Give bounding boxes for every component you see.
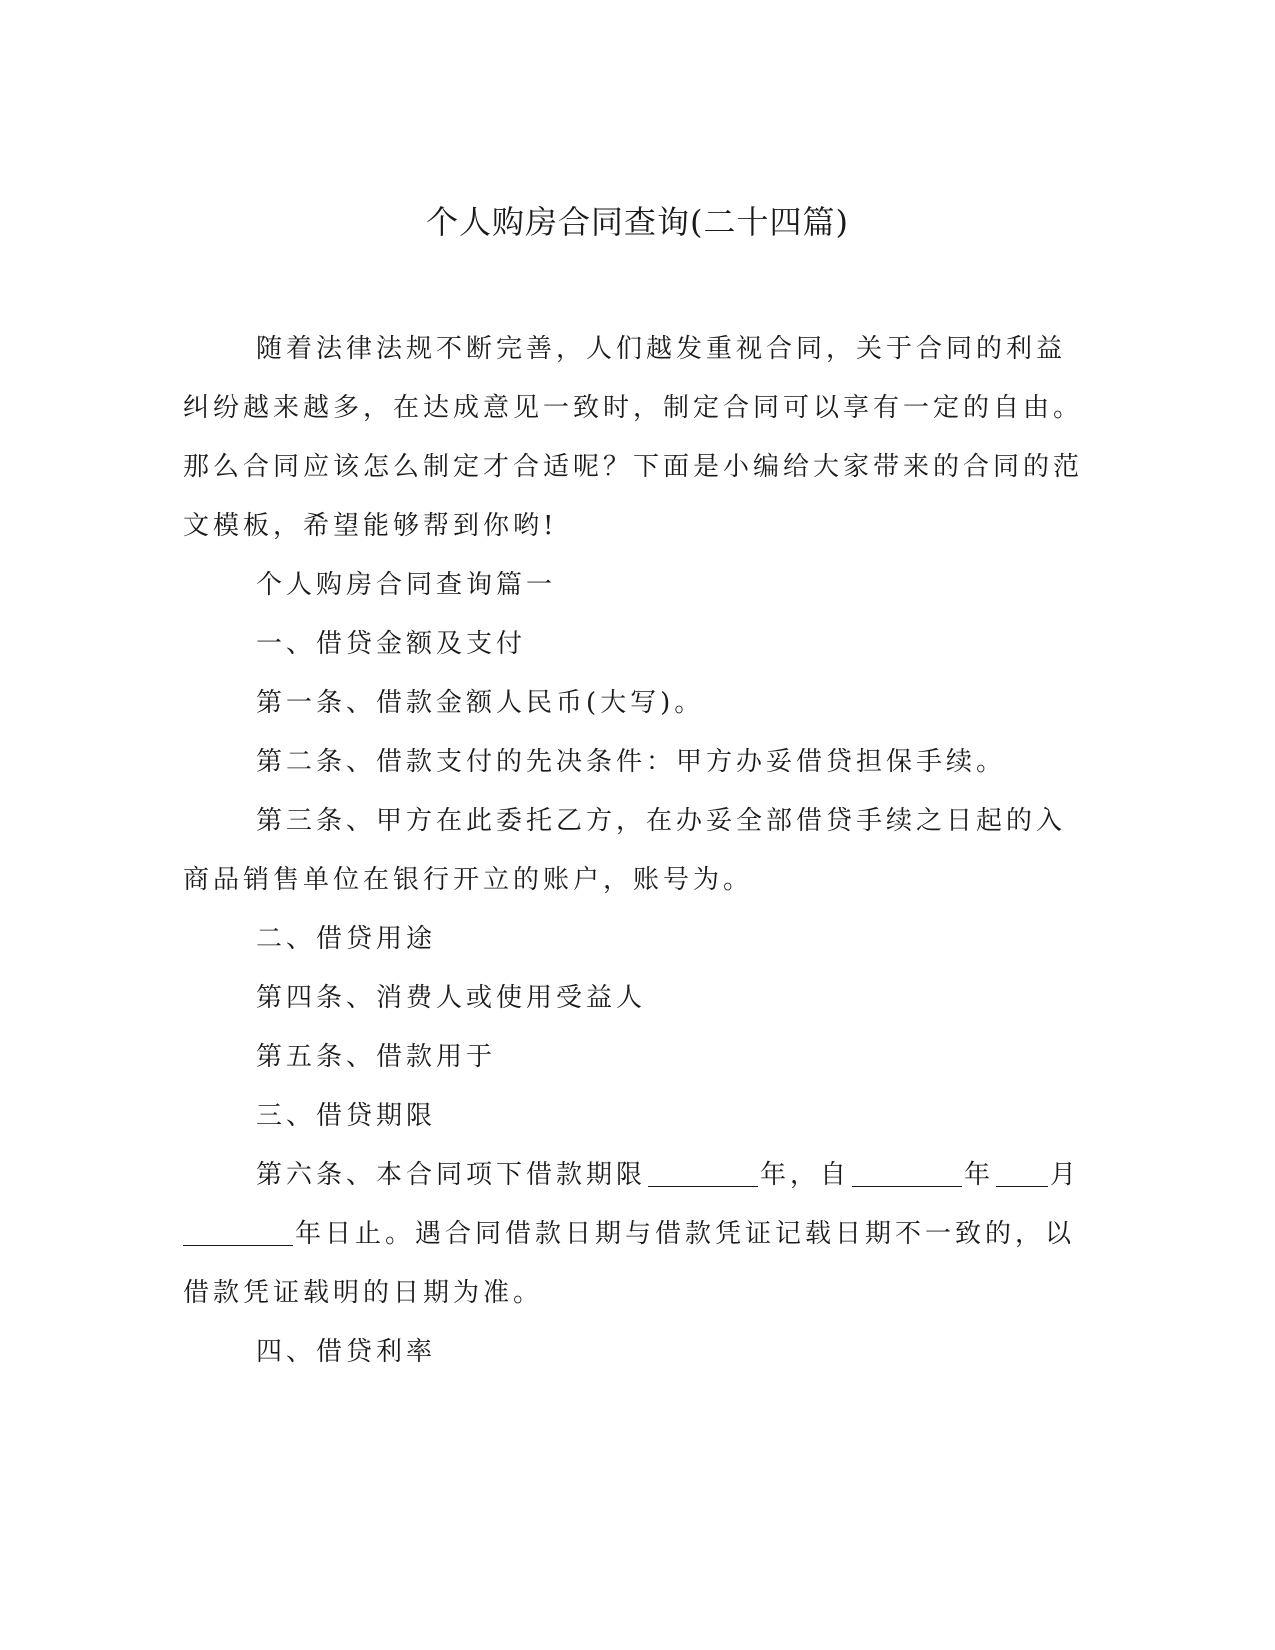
intro-paragraph: 随着法律法规不断完善，人们越发重视合同，关于合同的利益纠纷越来越多，在达成意见一致时，制定合同可以享有一定的自由。那么合同应该怎么制定才合适呢？下面是小编给大家带来的合同的范文模板，希望能够帮到你哟!: [183, 334, 1084, 541]
document-body: [183, 320, 1083, 1382]
article-2: 第二条、借款支付的先决条件：甲方办妥借贷担保手续。: [256, 747, 1007, 777]
document-title: 个人购房合同查询(二十四篇): [426, 203, 849, 241]
chapter-title: 个人购房合同查询篇一: [256, 570, 557, 600]
article-1: 第一条、借款金额人民币(大写)。: [256, 688, 705, 718]
fill-blank-loan-term: [648, 1160, 758, 1187]
fill-blank-start-month: [996, 1160, 1048, 1187]
fill-blank-end-date: [183, 1219, 293, 1246]
article-6-text-d: 月: [1050, 1160, 1081, 1190]
fill-blank-start-year: [852, 1160, 962, 1187]
article-4: 第四条、消费人或使用受益人: [256, 983, 647, 1013]
section-heading-3: 三、借贷期限: [256, 1101, 437, 1131]
section-heading-1: 一、借贷金额及支付: [256, 629, 527, 659]
article-6-text-a: 第六条、本合同项下借款期限: [256, 1160, 647, 1190]
article-6-text-c: 年: [964, 1160, 995, 1190]
article-3: 第三条、甲方在此委托乙方，在办妥全部借贷手续之日起的入商品销售单位在银行开立的账户，账号为。: [183, 806, 1067, 895]
article-6: [183, 1146, 1083, 1323]
article-6-text-e: 年日止。遇合同借款日期与借款凭证记载日期不一致的，以借款凭证载明的日期为准。: [183, 1219, 1076, 1308]
article-6-text-b: 年，自: [760, 1160, 851, 1190]
section-heading-4: 四、借贷利率: [256, 1337, 437, 1367]
article-5: 第五条、借款用于: [256, 1042, 497, 1072]
section-heading-2: 二、借贷用途: [256, 924, 437, 954]
